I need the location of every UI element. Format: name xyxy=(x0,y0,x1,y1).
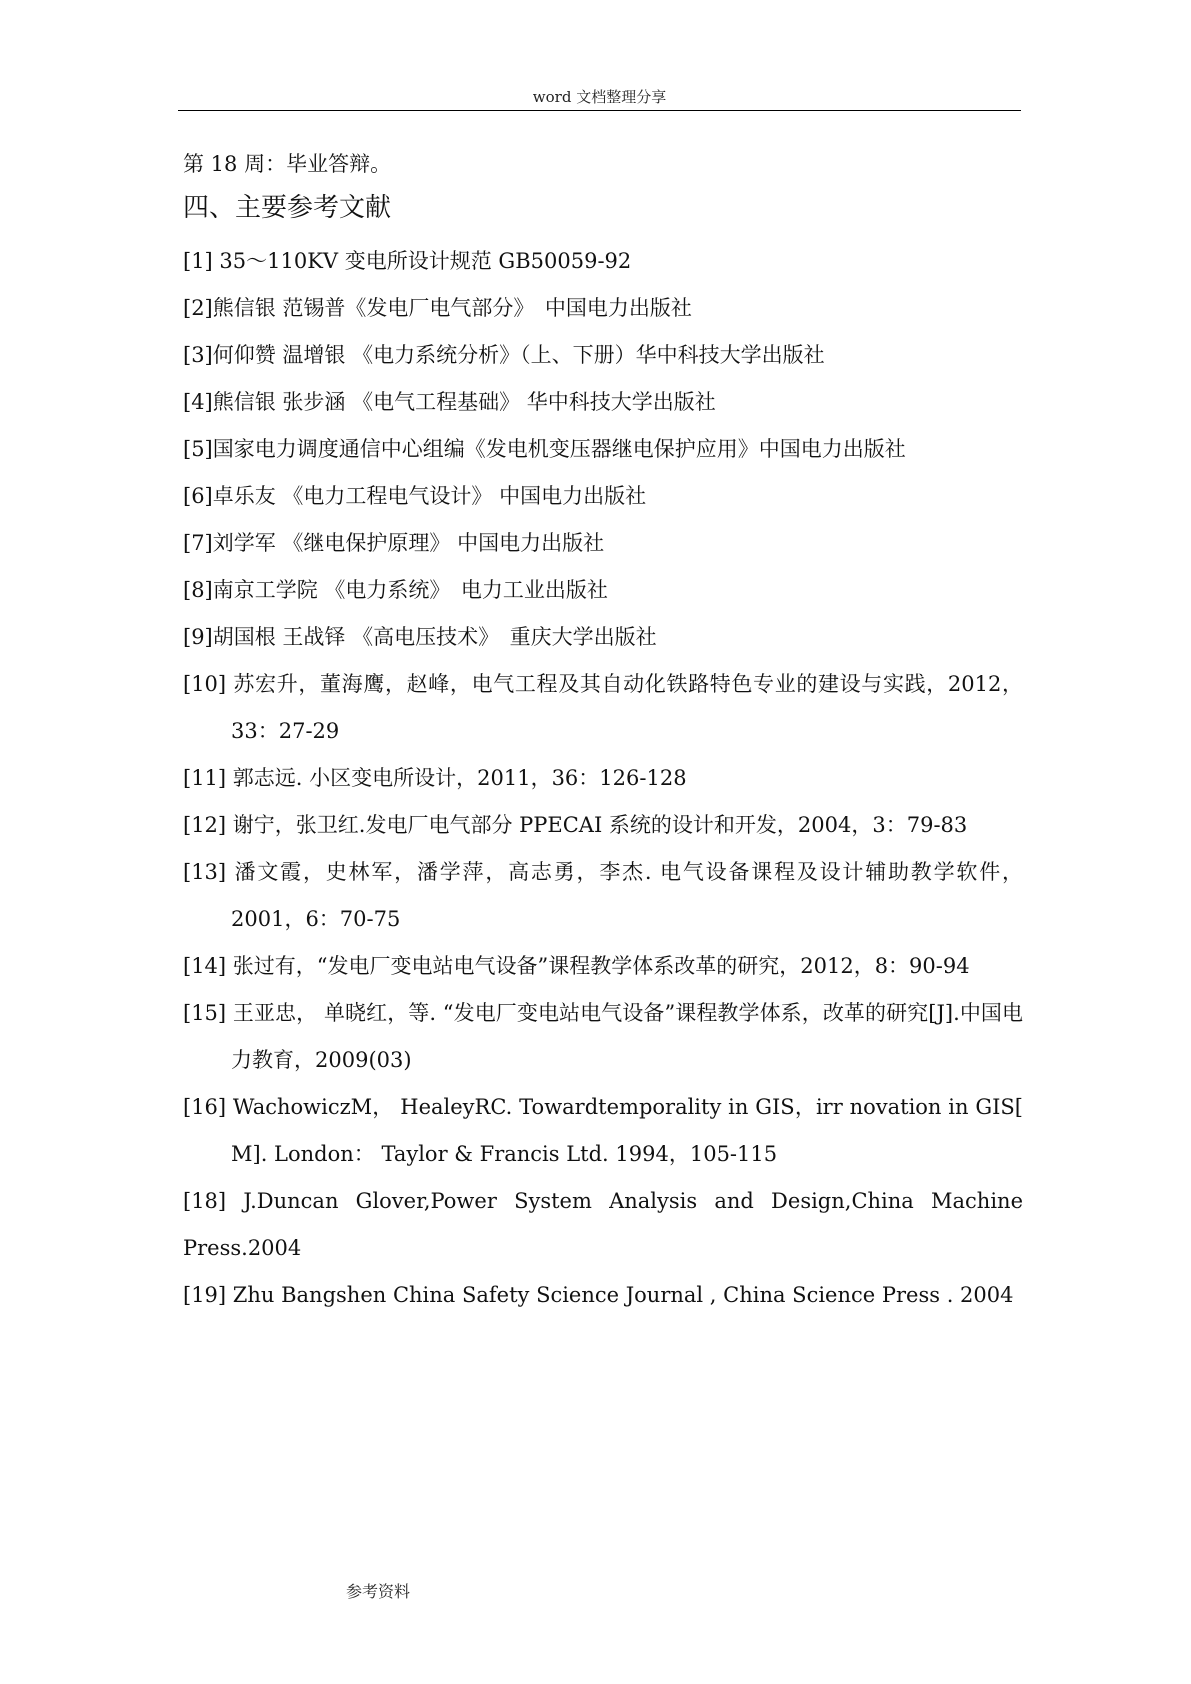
reference-item-8: [8]南京工学院 《电力系统》 电力工业出版社 xyxy=(183,578,608,602)
reference-item-5: [5]国家电力调度通信中心组编《发电机变压器继电保护应用》中国电力出版社 xyxy=(183,437,906,461)
reference-item-9: [9]胡国根 王战铎 《高电压技术》 重庆大学出版社 xyxy=(183,625,657,649)
reference-item-15: [15] 王亚忠， 单晓红，等. “发电厂变电站电气设备”课程教学体系，改革的研究[J].中国电力教育，2009(03) xyxy=(183,1001,1023,1072)
reference-item-2: [2]熊信银 范锡普《发电厂电气部分》 中国电力出版社 xyxy=(183,296,692,320)
reference-item-7: [7]刘学军 《继电保护原理》 中国电力出版社 xyxy=(183,531,605,555)
week-18-schedule-line: 第 18 周：毕业答辩。 xyxy=(183,152,392,176)
reference-item-18: [18] J.Duncan Glover,Power System Analysis and Design,China Machine Press.2004 xyxy=(183,1189,1030,1260)
header-divider xyxy=(178,110,1021,111)
reference-item-19: [19] Zhu Bangshen China Safety Science Journal , China Science Press . 2004 xyxy=(183,1283,1014,1307)
reference-item-10: [10] 苏宏升，董海鹰，赵峰，电气工程及其自动化铁路特色专业的建设与实践，2012，33：27-29 xyxy=(183,672,1023,743)
reference-item-11: [11] 郭志远. 小区变电所设计，2011，36：126-128 xyxy=(183,766,687,790)
reference-item-4: [4]熊信银 张步涵 《电气工程基础》 华中科技大学出版社 xyxy=(183,390,716,414)
reference-list xyxy=(183,238,1030,1319)
reference-item-12: [12] 谢宁，张卫红.发电厂电气部分 PPECAI 系统的设计和开发，2004，3：79-83 xyxy=(183,813,968,837)
reference-item-16: [16] WachowiczM， HealeyRC. Towardtemporality in GIS，irr novation in GIS[ M]. London： Taylor & Francis Ltd. 1994，105-115 xyxy=(183,1095,1030,1166)
reference-item-3: [3]何仰赞 温增银 《电力系统分析》（上、下册）华中科技大学出版社 xyxy=(183,343,825,367)
page-header: word 文档整理分享 xyxy=(532,88,667,106)
reference-item-1: [1] 35～110KV 变电所设计规范 GB50059-92 xyxy=(183,249,632,273)
section-title-references: 四、主要参考文献 xyxy=(183,193,392,223)
reference-item-13: [13] 潘文霞，史林军，潘学萍，高志勇，李杰. 电气设备课程及设计辅助教学软件，2001，6：70-75 xyxy=(183,860,1023,931)
document-body xyxy=(183,148,1030,1319)
reference-item-6: [6]卓乐友 《电力工程电气设计》 中国电力出版社 xyxy=(183,484,647,508)
page-footer: 参考资料 xyxy=(346,1582,411,1601)
reference-item-14: [14] 张过有，“发电厂变电站电气设备”课程教学体系改革的研究，2012，8：90-94 xyxy=(183,954,970,978)
